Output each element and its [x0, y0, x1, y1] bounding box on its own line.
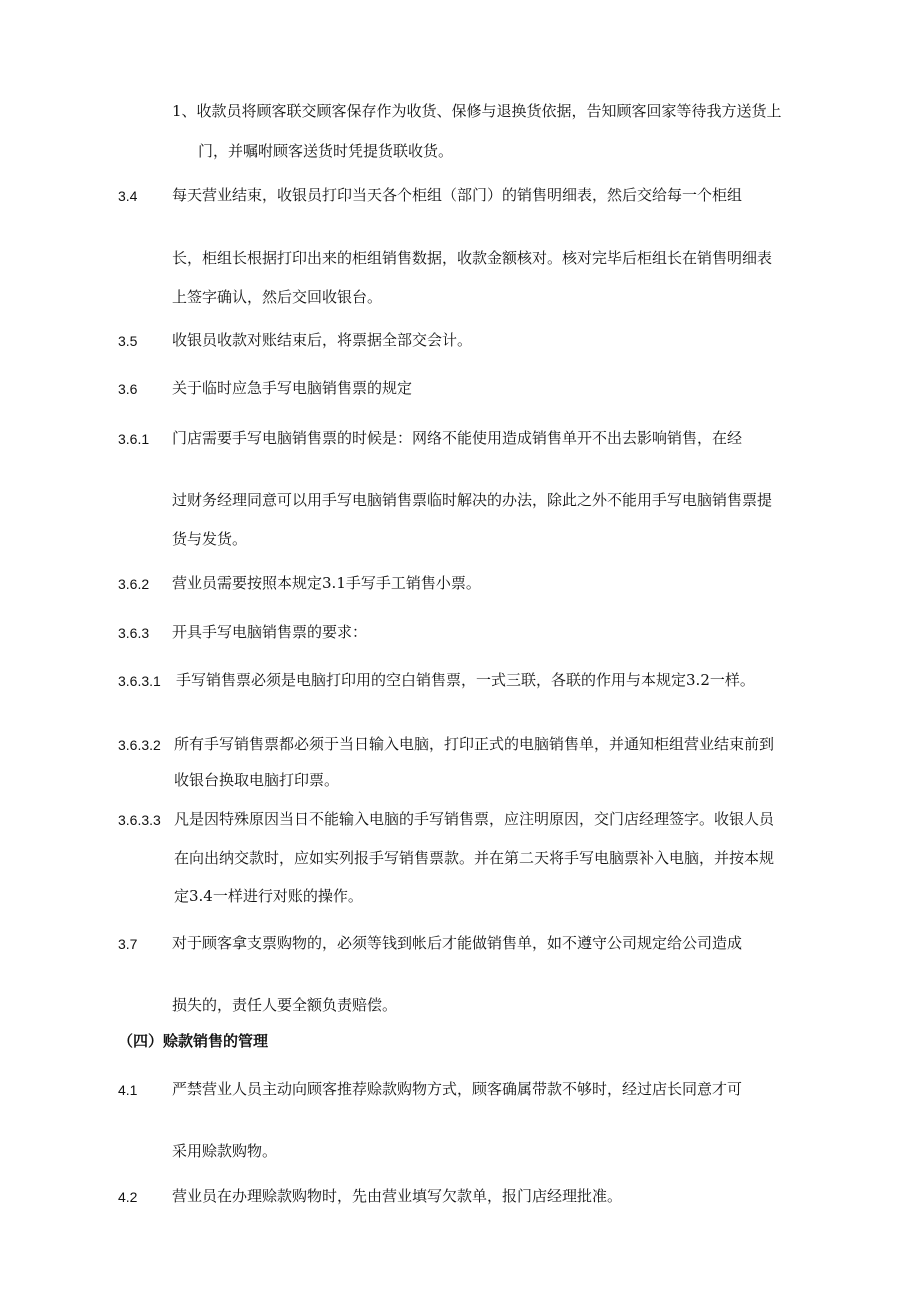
section-number: 3.6.3.3 [118, 812, 161, 828]
paragraph-line: 对于顾客拿支票购物的，必须等钱到帐后才能做销售单，如不遵守公司规定给公司造成 [172, 934, 743, 952]
section-number: 3.6.2 [118, 576, 150, 592]
section-number: 4.1 [118, 1082, 138, 1098]
paragraph-line: 门店需要手写电脑销售票的时候是：网络不能使用造成销售单开不出去影响销售，在经 [172, 429, 743, 447]
paragraph-line: 在向出纳交款时，应如实列报手写销售票款。并在第二天将手写电脑票补入电脑，并按本规 [174, 849, 775, 867]
paragraph-line: 收银员收款对账结束后，将票据全部交会计。 [172, 331, 473, 349]
section-number: 4.2 [118, 1189, 138, 1205]
section-number: 3.6.1 [118, 431, 150, 447]
paragraph-line: 采用赊款购物。 [172, 1142, 278, 1160]
paragraph-line: 每天营业结束，收银员打印当天各个柜组（部门）的销售明细表，然后交给每一个柜组 [172, 186, 743, 204]
paragraph-line: 门，并嘱咐顾客送货时凭提货联收货。 [198, 142, 454, 160]
paragraph-line: 收银台换取电脑打印票。 [174, 771, 340, 789]
paragraph-line: 长，柜组长根据打印出来的柜组销售数据，收款金额核对。核对完毕后柜组长在销售明细表 [172, 249, 773, 267]
section-number: 3.5 [118, 333, 138, 349]
section-number: 3.4 [118, 188, 138, 204]
paragraph-line: 营业员需要按照本规定3.1手写手工销售小票。 [172, 574, 481, 592]
paragraph-line: 所有手写销售票都必须于当日输入电脑，打印正式的电脑销售单，并通知柜组营业结束前到 [174, 735, 775, 753]
paragraph-line: 定3.4一样进行对账的操作。 [174, 887, 363, 905]
paragraph-line: 上签字确认，然后交回收银台。 [172, 288, 383, 306]
section-number: 3.7 [118, 936, 138, 952]
section-number: 3.6.3.1 [118, 673, 161, 689]
section-number: 3.6 [118, 381, 138, 397]
paragraph-line: 营业员在办理赊款购物时，先由营业填写欠款单，报门店经理批准。 [172, 1187, 623, 1205]
section-number: 3.6.3.2 [118, 737, 161, 753]
section-heading: （四）赊款销售的管理 [118, 1032, 269, 1050]
paragraph-line: 开具手写电脑销售票的要求： [172, 623, 368, 641]
paragraph-line: 关于临时应急手写电脑销售票的规定 [172, 379, 413, 397]
paragraph-line: 严禁营业人员主动向顾客推荐赊款购物方式，顾客确属带款不够时，经过店长同意才可 [172, 1080, 743, 1098]
paragraph-line: 1、收款员将顾客联交顾客保存作为收货、保修与退换货依据，告知顾客回家等待我方送货上 [172, 102, 782, 120]
paragraph-line: 凡是因特殊原因当日不能输入电脑的手写销售票，应注明原因，交门店经理签字。收银人员 [174, 810, 775, 828]
paragraph-line: 手写销售票必须是电脑打印用的空白销售票，一式三联，各联的作用与本规定3.2一样。 [176, 671, 755, 689]
paragraph-line: 货与发货。 [172, 530, 248, 548]
section-number: 3.6.3 [118, 625, 150, 641]
paragraph-line: 过财务经理同意可以用手写电脑销售票临时解决的办法，除此之外不能用手写电脑销售票提 [172, 491, 773, 509]
paragraph-line: 损失的，责任人要全额负责赔偿。 [172, 996, 398, 1014]
